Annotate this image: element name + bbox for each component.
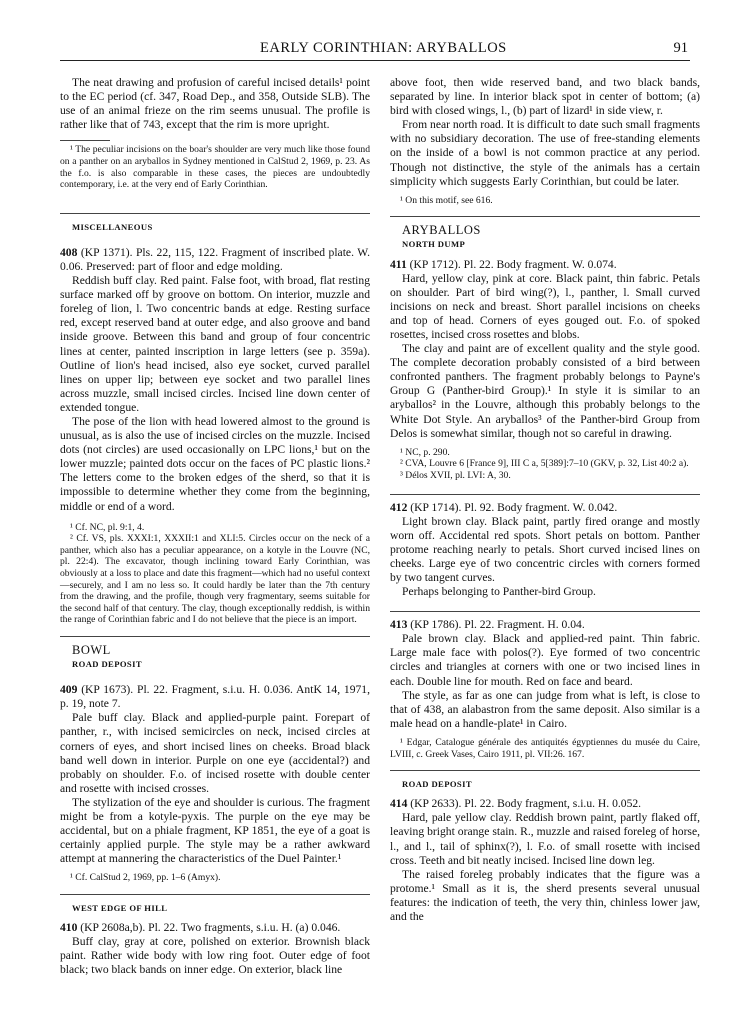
entry-number: 408: [60, 245, 78, 259]
entry-number: 414: [390, 797, 408, 811]
running-header: [60, 38, 690, 61]
entry-heading-text: (KP 1714). Pl. 92. Body fragment. W. 0.042.: [407, 500, 618, 514]
entry-description: Buff clay, gray at core, polished on exterior. Brownish black paint. Rather wide body with low ring foot. Outer edge of foot black; two black bands on inner edge. On exterior, black line: [60, 935, 370, 977]
entry-discussion: The clay and paint are of excellent quality and the style good. The complete decoration probably consisted of a bird between confronted panthers. The fragment probably belongs to Payne's Group G (Panther-bird Group).¹ In style it is similar to an aryballos² in the Louvre, although this probably belongs to the White Dot Style. An aryballos³ of the Panther-bird Group from Delos is somewhat similar, though not so careful in drawing.: [390, 342, 700, 440]
entry-description: Pale brown clay. Black and applied-red paint. Thin fabric. Large male face with polos(?). Eye formed of two concentric circles and triangles at corners with one or two incised lines in each. Double line for mouth. Red on face and beard.: [390, 632, 700, 688]
catalogue-entry-412: [390, 501, 700, 515]
entry-heading-text: (KP 1712). Pl. 22. Body fragment. W. 0.074.: [406, 257, 617, 271]
entry-heading-text: (KP 1786). Pl. 22. Fragment. H. 0.04.: [407, 618, 585, 632]
section-heading-aryballos: ARYBALLOS: [402, 223, 481, 238]
entry-number: 411: [390, 257, 407, 271]
entry-number: 410: [60, 921, 78, 935]
entry-discussion: From near north road. It is difficult to date such small fragments with no subsidiary decoration. The use of free-standing elements on the inside of a bowl is not common practice at any period. Though not distinctive, the style of the animals has a certain simplicity which suggests Early Corinthian, but could be later.: [390, 118, 700, 188]
entry-description: Reddish buff clay. Red paint. False foot, with broad, flat resting surface marked off by groove on bottom. On interior, muzzle and foreleg of lion, l. Two concentric bands at edge. Resting surface red, except reserved band at outer edge, and also groove and band inside groove. Between this band and group of four concentric lines at center, painted inscription in large letters (see p. 359a). Outline of lion's head incised, also eye socket, curved parallel lines on upper lip; between eye socket and two parallel lines across muzzle, small incised circles. Incised line down center of extended tongue.: [60, 274, 370, 414]
footnote: ¹ The peculiar incisions on the boar's shoulder are very much like those found on a panther on an aryballos in Sydney mentioned in CalStud 2, 1969, p. 23. As the f.o. is also comparable in these cases, the pieces are undoubtedly contemporary, i.e. at the very end of Early Corinthian.: [60, 144, 370, 191]
findspot-heading: NORTH DUMP: [402, 239, 466, 250]
catalogue-entry-409: [60, 683, 370, 711]
catalogue-entry-413: [390, 618, 700, 632]
catalogue-entry-408: [60, 246, 370, 274]
entry-discussion: The stylization of the eye and shoulder is curious. The fragment might be from a kotyle-pyxis. The purple on the eye may be accidental, but on a phiale fragment, KP 1851, the eye of a goat is certainly applied purple. The style may be a rather awkward attempt at mannering the characteristics of the Duel Painter.¹: [60, 795, 370, 866]
findspot-heading: WEST EDGE OF HILL: [72, 902, 168, 913]
catalogue-entry-411: [390, 258, 700, 272]
section-heading-miscellaneous: MISCELLANEOUS: [72, 221, 153, 232]
entry-number: 409: [60, 683, 78, 697]
footnote: ¹ On this motif, see 616.: [400, 194, 493, 206]
section-rule: [390, 770, 700, 771]
entry-heading-text: (KP 2608a,b). Pl. 22. Two fragments, s.i.u. H. (a) 0.046.: [77, 921, 341, 935]
intro-paragraph: The neat drawing and profusion of careful incised details¹ point to the EC period (cf. 347, Road Dep., and 358, Outside SLB). The use of an animal frieze on the rim seems unusual. The profile is rather like that of 743, except that the rim is more upright.: [60, 76, 370, 132]
entry-discussion: The pose of the lion with head lowered almost to the ground is unusual, as is also the use of incised circles on the muzzle. Incised dots (not circles) are used occasionally on LPC lions,¹ but on the lower muzzle; painted dots occur on the faces of PC plastic lions.² The letters come to the broken edges of the sherd, so that it is impossible to determine whether they come from the beginning, middle or end of a word.: [60, 414, 370, 513]
entry-description: Light brown clay. Black paint, partly fired orange and mostly worn off. Accidental red spots. Short petals on bottom. Panther protome reaching nearly to petals. Short curved incised lines on cheeks. Large eye of two concentric circles with corners formed by two tangent curves.: [390, 514, 700, 584]
footnote-rule: [60, 140, 110, 141]
section-rule: [390, 216, 700, 217]
entry-discussion: The raised foreleg probably indicates that the figure was a protome.¹ Small as it is, the sherd presents several unusual features: the indication of teeth, the very thin, chinless lower jaw, and the: [390, 867, 700, 923]
entry-number: 413: [390, 618, 408, 632]
section-rule: [60, 636, 370, 637]
entry-description: Hard, pale yellow clay. Reddish brown paint, partly flaked off, leaving bright orange stain. R., muzzle and raised foreleg of horse, l., and l., tail of sphinx(?), l. F.o. of small rosette with incised cross. Teeth and bit neatly incised. Incised line down leg.: [390, 811, 700, 867]
footnote: ² CVA, Louvre 6 [France 9], III C a, 5[389]:7–10 (GKV, p. 32, List 40:2 a).: [400, 458, 689, 470]
findspot-heading: ROAD DEPOSIT: [72, 659, 142, 670]
footnote: ³ Délos XVII, pl. LVI: A, 30.: [400, 469, 511, 481]
entry-heading-text: (KP 1673). Pl. 22. Fragment, s.i.u. H. 0.036. AntK 14, 1971, p. 19, note 7.: [60, 683, 370, 711]
entry-description: Pale buff clay. Black and applied-purple paint. Forepart of panther, r., with incised semicircles on neck, incised circles at corners of eyes, and short incised lines on cheeks. Broad black band well down in interior. Purple on one eye (accidental?) and probably on shoulder. F.o. of incised rosette with double center and rosette with incised crosses.: [60, 711, 370, 795]
catalogue-entry-414: [390, 797, 700, 811]
page-number: 91: [673, 40, 688, 56]
section-heading-bowl: BOWL: [72, 642, 111, 657]
footnote: ² Cf. VS, pls. XXXI:1, XXXII:1 and XLI:5. Circles occur on the neck of a panther, which also has a peculiar appearance, on a kotyle in the Louvre (NC, pl. 22:4). The excavator, though inclining toward Early Corinthian, was obviously at a loss to place and date this fragment—which had no useful context—securely, and I am no less so. It could hardly be later than the 7th century from the drawing, and the profile, though very fragmentary, seems suitable for the second half of that century. The clay, though exceptionally reddish, is within the range of Corinthian fabric and I do not believe that the piece is an import.: [60, 533, 370, 626]
right-column: [390, 76, 700, 924]
entry-discussion: Perhaps belonging to Panther-bird Group.: [402, 585, 596, 599]
catalogue-entry-410: [60, 921, 370, 935]
running-title: EARLY CORINTHIAN: ARYBALLOS: [260, 40, 507, 56]
footnote: ¹ Cf. CalStud 2, 1969, pp. 1–6 (Amyx).: [70, 872, 221, 884]
continued-paragraph: above foot, then wide reserved band, and two black bands, separated by line. In interior black spot in center of bottom; (a) bird with closed wings, l., (b) part of lizard¹ in side view, r.: [390, 76, 700, 118]
section-rule: [60, 213, 370, 214]
footnote: ¹ NC, p. 290.: [400, 446, 450, 458]
section-rule: [60, 894, 370, 895]
entry-heading-text: (KP 1371). Pls. 22, 115, 122. Fragment of inscribed plate. W. 0.06. Preserved: part of floor and edge molding.: [60, 245, 370, 273]
entry-heading-text: (KP 2633). Pl. 22. Body fragment, s.i.u. H. 0.052.: [407, 797, 642, 811]
entry-description: Hard, yellow clay, pink at core. Black paint, thin fabric. Petals on shoulder. Part of bird wing(?), l., panther, l. Small curved incisions on neck and breast. Short parallel incisions on cheeks and top of head. Corners of eyes gouged out. F.o. of spoked rosettes, incised cross rosettes and blobs.: [390, 271, 700, 341]
entry-number: 412: [390, 500, 408, 514]
left-column: [60, 76, 370, 977]
footnote: ¹ Edgar, Catalogue générale des antiquités égyptiennes du musée du Caire, LVIII, c. Greek Vases, Cairo 1911, pl. VII:26. 167.: [390, 736, 700, 760]
findspot-heading: ROAD DEPOSIT: [402, 779, 472, 790]
entry-discussion: The style, as far as one can judge from what is left, is close to that of 438, an alabastron from the same deposit. Also similar is a male head on a handle-plate¹ in Cairo.: [390, 688, 700, 730]
entry-rule: [390, 611, 700, 612]
entry-rule: [390, 494, 700, 495]
footnote: ¹ Cf. NC, pl. 9:1, 4.: [70, 521, 145, 533]
